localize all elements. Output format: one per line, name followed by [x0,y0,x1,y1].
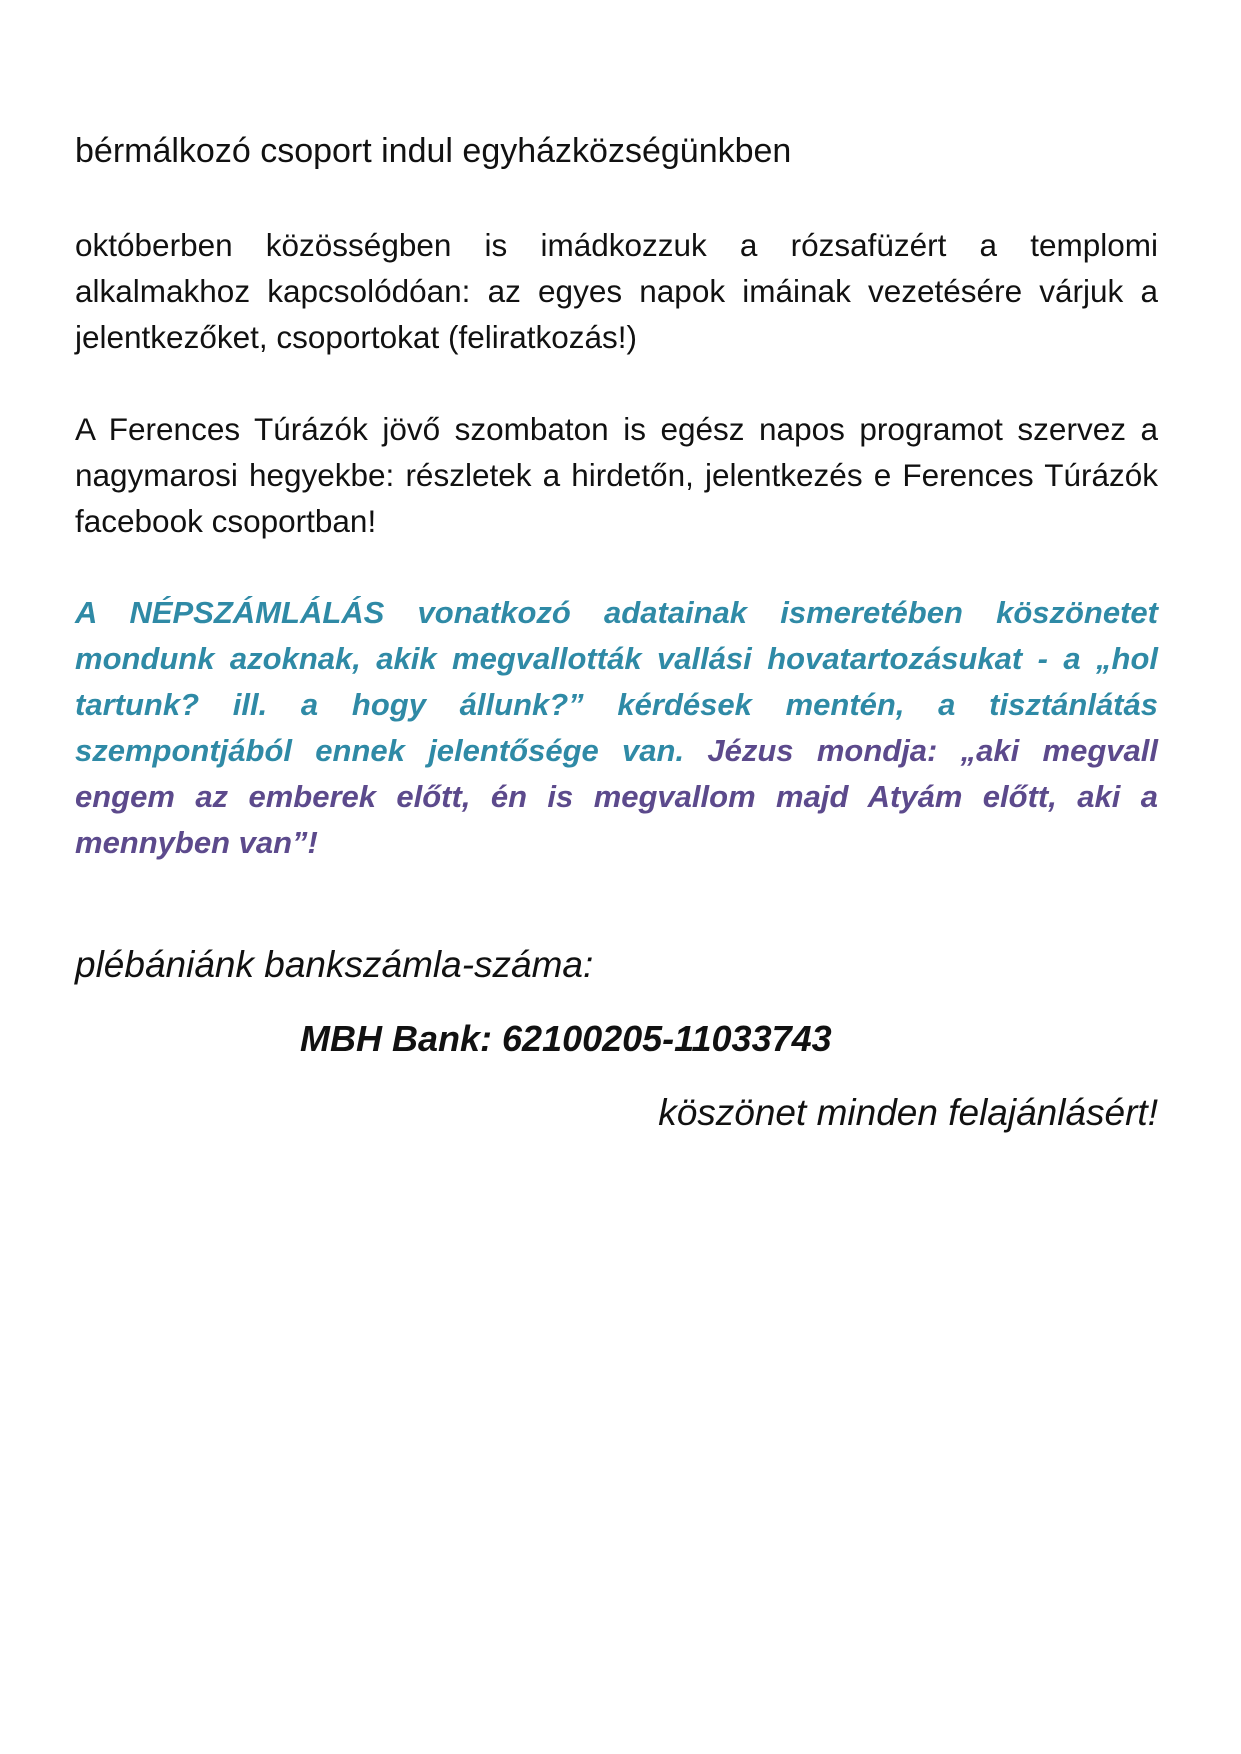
bank-account-label: plébániánk bankszámla-száma: [75,944,594,985]
hikers-announcement: A Ferences Túrázók jövő szombaton is egész napos programot szervez a nagymarosi hegyekbe: részletek a hirdetőn, jelentkezés e Ferences Túrázók facebook csoportban! [75,411,1158,539]
donation-thanks: köszönet minden felajánlásért! [658,1092,1158,1133]
census-thanks-paragraph [75,590,1158,866]
bank-account-number: MBH Bank: 62100205-11033743 [300,1018,832,1059]
announcements-body [75,128,1158,1138]
rosary-announcement: októberben közösségben is imádkozzuk a rózsafüzért a templomi alkalmakhoz kapcsolódóan: az egyes napok imáinak vezetésére várjuk a jelentkezőket, csoportokat (feliratkozás!) [75,227,1158,355]
confirmation-group-announcement: bérmálkozó csoport indul egyházközségünkben [75,132,792,170]
census-thanks-text: A NÉPSZÁMLÁLÁS vonatkozó adatainak ismeretében köszönetet mondunk azoknak, akik megvallották vallási hovatartozásukat - a „hol tartunk? ill. a hogy állunk?” kérdések mentén, a tisztánlátás szempontjából ennek jelentősége van. [75,595,1158,768]
bible-quote-text: Jézus mondja: „aki megvall engem az emberek előtt, én is megvallom majd Atyám előtt, aki a mennyben van”! [75,733,1158,860]
